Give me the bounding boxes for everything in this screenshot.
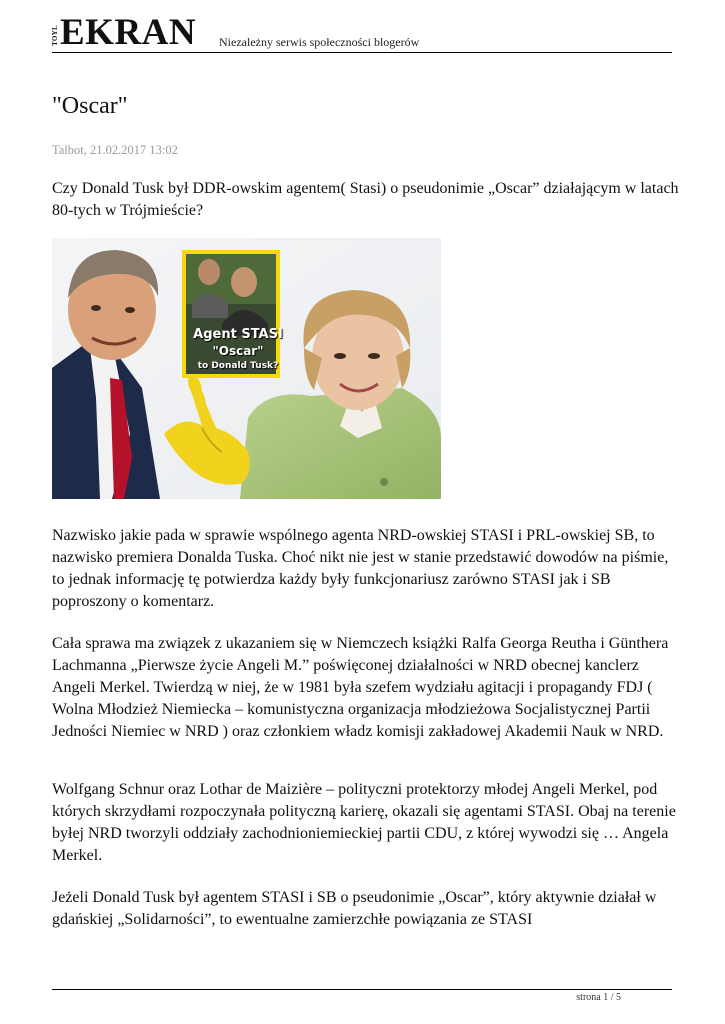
article-paragraph: Cała sprawa ma związek z ukazaniem się w Niemczech książki Ralfa Georga Reutha i Günthera Lachmanna „Pierwsze życie Angeli M.” poświęconej działalności w NRD obecnej kanclerz Angeli Merkel. Twierdzą w niej, że w 1981 była szefem wydziału agitacji i propagandy FDJ ( Wolna Młodzież Niemiecka – komunistyczna organizacja młodzieżowa Socjalistycznej Partii Jedności Niemiec w NRD ) oraz członkiem władz komisji zakładowej Akademii Nauk w NRD. [52,635,669,740]
article-photo [52,238,441,499]
image-caption-line3: to Donald Tusk? [197,361,279,371]
article-paragraph: Nazwisko jakie pada w sprawie wspólnego agenta NRD-owskiej STASI i PRL-owskiej SB, to nazwisko premiera Donalda Tuska. Choć nikt nie jest w stanie przedstawić dowodów na piśmie, to jednak informację tę potwierdza każdy były funkcjonariusz zarówno STASI jak i SB poproszony o komentarz. [52,527,669,610]
logo-wordmark: EKRAN [60,12,197,53]
page-number: strona 1 / 5 [576,992,621,1003]
footer-divider [52,989,672,990]
article-title: "Oscar" [52,93,128,119]
site-logo[interactable] [51,12,197,53]
article-paragraph: Wolfgang Schnur oraz Lothar de Maizière – polityczni protektorzy młodej Angeli Merkel, pod których skrzydłami rozpoczynała polityczną karierę, okazali się agentami STASI. Obaj na terenie byłej NRD tworzyli oddziały zachodnioniemieckiej partii CDU, z której wywodzi się … Angela Merkel. [52,781,676,864]
article-paragraph: Jeżeli Donald Tusk był agentem STASI i SB o pseudonimie „Oscar”, który aktywnie działał w gdańskiej „Solidarności”, to ewentualne zamierzchłe powiązania ze STASI [52,889,657,928]
article-lead: Czy Donald Tusk był DDR-owskim agentem( Stasi) o pseudonimie „Oscar” działającym w latach 80-tych w Trójmieście? [52,180,679,219]
image-caption-line1: Agent STASI [193,327,283,342]
image-caption-line2: "Oscar" [212,344,264,358]
site-header [52,14,672,53]
site-tagline: Niezależny serwis społeczności blogerów [219,35,420,49]
article-meta: Talbot, 21.02.2017 13:02 [52,143,178,157]
logo-mark: TOYL [51,25,59,46]
